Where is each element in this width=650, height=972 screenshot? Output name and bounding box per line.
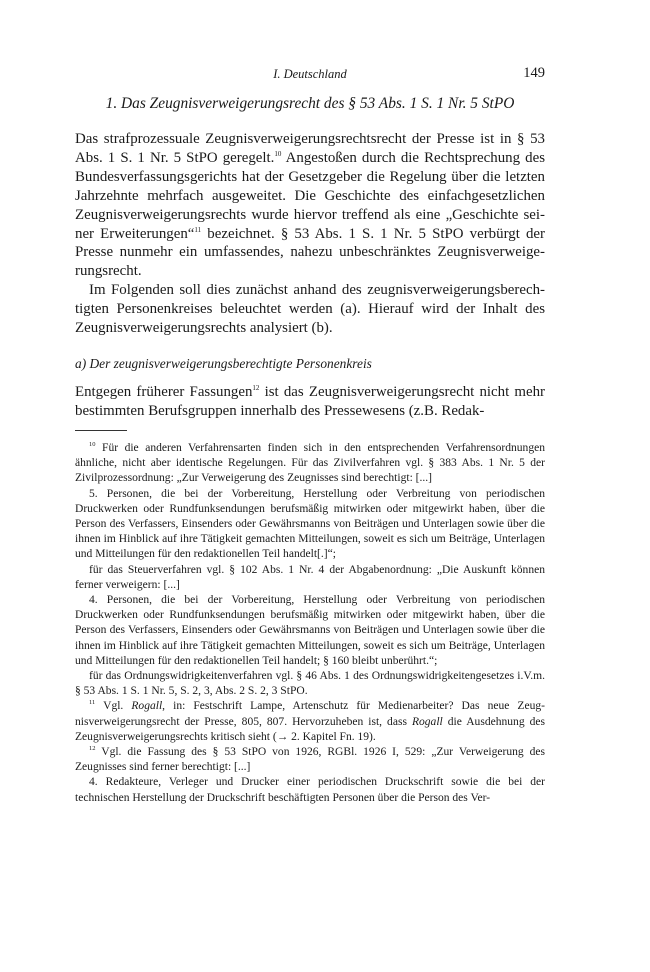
author-name-rogall-2: Rogall (411, 715, 443, 728)
footnote-11-text-b: , in: Festschrift Lampe, Artenschutz für Medienarbeiter? Das neue Zeugnisverweigerungsrecht der Presse, 805, 807. Hervorzuheben ist, dass (75, 700, 545, 728)
footnote-12-text-a: Vgl. die Fassung des § 53 StPO von 1926, RGBl. 1926 I, 529: „Zur Verweigerung des Zeugnisses sind ferner berechtigt: [...] (75, 746, 545, 774)
footnotes (75, 441, 545, 806)
paragraph-3-text-b: ist das Zeugnisverweigerungsrecht nicht mehr bestimmten Berufsgruppen innerhalb des Pressewesens (z.B. Redak- (75, 383, 546, 419)
running-head-title: I. Deutschland (273, 67, 347, 81)
paragraph-2: Im Folgenden soll dies zunächst anhand des zeugnisverweigerungsberechtigten Personenkreises beleuchtet werden (a). Hierauf wird der Inhalt des Zeugnisverweigerungsrechts analysiert (b). (75, 282, 545, 337)
footnote-ref-12[interactable]: 12 (252, 383, 260, 392)
section-heading: 1. Das Zeugnisverweigerungsrecht des § 53 Abs. 1 S. 1 Nr. 5 StPO (105, 95, 515, 112)
footnote-10-quote-5: 5. Personen, die bei der Vorbereitung, Herstellung oder Verbreitung von periodischen Druckwerken oder Rundfunksendungen berufsmäßig mitwirken oder mitgewirkt haben, über die Person des Verfassers, Einsenders oder Gewährsmanns von Beiträgen und Unterlagen sowie über die ihnen im Hinblick auf ihre Tätigkeit gemachten Mitteilungen, soweit es sich um Beiträge, Unterlagen und Mitteilungen für den redaktionellen Teil handelt[.]“; (75, 487, 545, 561)
footnote-12 (75, 745, 545, 775)
paragraph-1-text-a: Das strafprozessuale Zeugnisverweigerungsrechtsrecht der Presse ist in § 53 Abs. 1 S. 1 Nr. 5 StPO geregelt. (75, 131, 545, 166)
footnote-separator (75, 430, 127, 431)
footnote-12-number: 12 (89, 745, 96, 753)
footnote-10 (75, 441, 545, 487)
footnote-10-owig: für das Ordnungswidrigkeitenverfahren vgl. § 46 Abs. 1 des Ordnungswidrigkeitengesetzes i.V.m. § 53 Abs. 1 S. 1 Nr. 5, S. 2, 3, Abs. 2 S. 2, 3 StPO. (75, 670, 545, 698)
running-head (75, 66, 545, 82)
footnote-11-text-c: die Ausdehnung des Zeugnisverweigerungsrechts kritisch sieht (→ 2. Kapitel Fn. 19). (75, 715, 545, 743)
footnote-10-number: 10 (89, 441, 96, 448)
paragraph-1-text-c: bezeichnet. § 53 Abs. 1 S. 1 Nr. 5 StPO verbürgt der Presse nunmehr ein umfassendes, nahezu unbeschränktes Zeugnisverweigerungsrecht. (75, 225, 545, 280)
author-name-rogall: Rogall (131, 700, 163, 713)
paragraph-3 (75, 383, 545, 421)
paragraph-1-text-b: Angestoßen durch die Rechtsprechung des Bundesverfassungsgerichts hat der Gesetzgeber die Regelung über die letzten Jahrzehnte mehrfach ausgeweitet. Die Geschichte des einfachgesetzlichen Zeugnisverweigerungsrechts wurde hiervor treffend als eine „Geschichte seiner Erweiterungen“ (75, 149, 545, 242)
paragraph-3-text-a: Entgegen früherer Fassungen (75, 383, 253, 400)
paragraph-1 (75, 130, 545, 281)
footnote-ref-11[interactable]: 11 (194, 225, 202, 234)
footnote-ref-10[interactable]: 10 (274, 149, 282, 158)
footnote-11 (75, 699, 545, 745)
main-text (75, 94, 545, 421)
footnote-11-text-a: Vgl. (95, 700, 132, 713)
footnote-10-quote-4: 4. Personen, die bei der Vorbereitung, Herstellung oder Verbreitung von periodischen Druckwerken oder Rundfunksendungen berufsmäßig mitwirken oder mitgewirkt haben, über die Person des Verfassers, Einsenders oder Gewährsmanns von Beiträgen und Unterlagen sowie über die ihnen im Hinblick auf ihre Tätigkeit gemachten Mitteilungen, soweit es sich um Beiträge, Unterlagen und Mitteilungen für den redaktionellen Teil handelt; § 160 bleibt unberührt.“; (75, 594, 545, 667)
subsection-heading: a) Der zeugnisverweigerungsberechtigte Personenkreis (75, 355, 372, 371)
page-number: 149 (523, 65, 545, 81)
footnote-11-number: 11 (89, 699, 96, 707)
footnote-12-quote-4: 4. Redakteure, Verleger und Drucker einer periodischen Druckschrift sowie die bei der technischen Herstellung der Druckschrift beschäftigten Personen über die Person des Ver- (75, 776, 545, 804)
footnote-10-text-a: Für die anderen Verfahrensarten finden sich in den entsprechenden Verfahrensordnungen ähnliche, nicht aber identische Regelungen. Für das Zivilverfahren vgl. § 383 Abs. 1 Nr. 5 der Zivilprozessordnung: „Zur Verweigerung des Zeugnisses sind berechtigt: [...] (75, 442, 545, 485)
footnote-10-tax: für das Steuerverfahren vgl. § 102 Abs. 1 Nr. 4 der Abgabenordnung: „Die Auskunft können ferner verweigern: [...] (75, 563, 545, 591)
